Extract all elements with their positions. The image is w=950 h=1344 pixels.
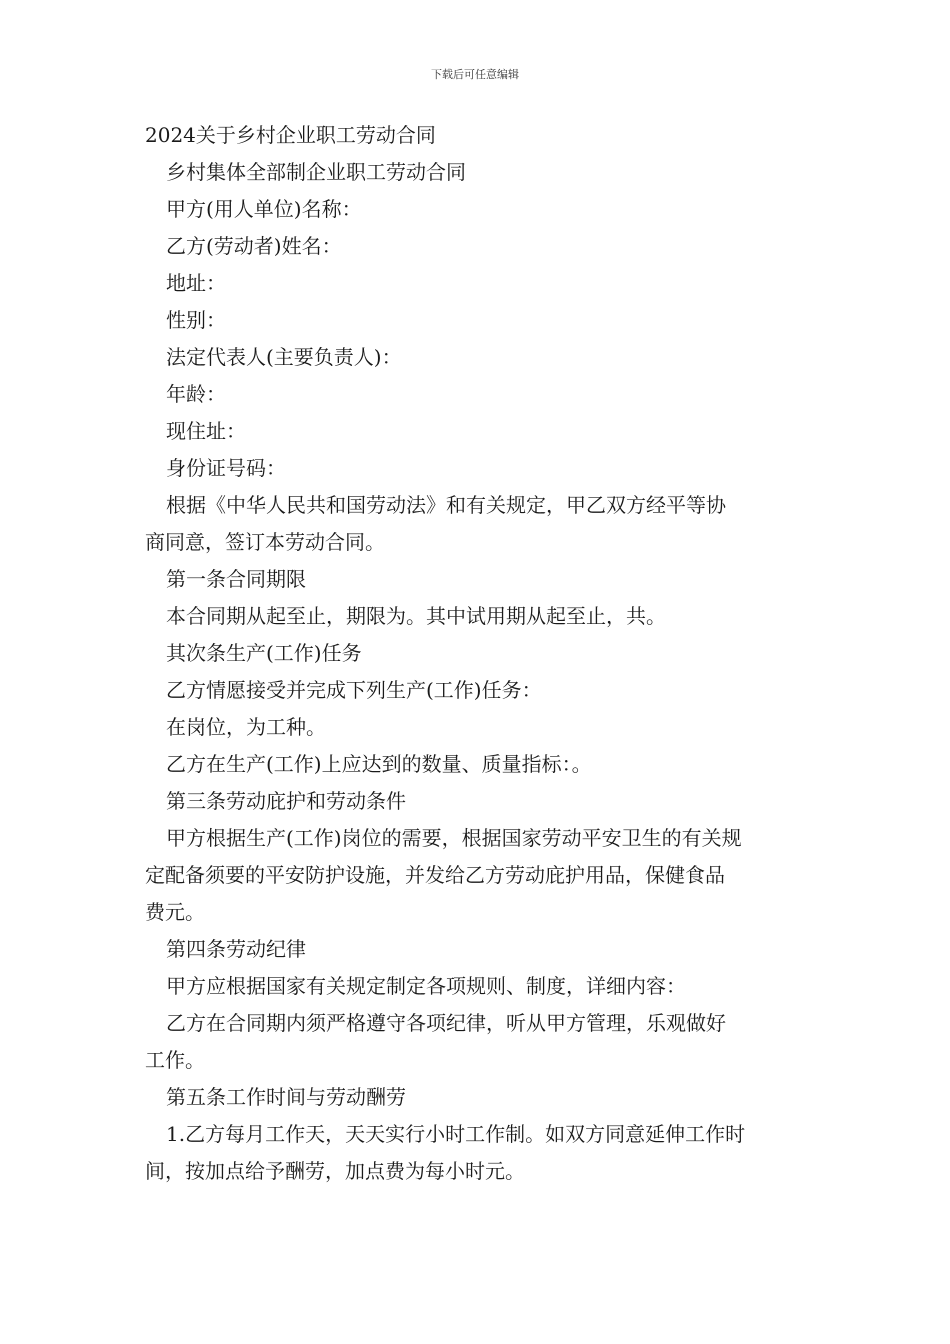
article-3-paragraph-line-2: 定配备须要的平安防护设施，并发给乙方劳动庇护用品，保健食品: [145, 863, 725, 887]
gender-line: 性别：: [166, 308, 226, 332]
article-3-title: 第三条劳动庇护和劳动条件: [166, 789, 406, 813]
address-line: 地址：: [166, 271, 226, 295]
document-title: 2024关于乡村企业职工劳动合同: [145, 123, 436, 147]
article-5-paragraph-line-1: 1.乙方每月工作天，天天实行小时工作制。如双方同意延伸工作时: [166, 1122, 746, 1146]
party-b-name-line: 乙方(劳动者)姓名：: [166, 234, 342, 258]
article-4-paragraph-line-2: 工作。: [145, 1048, 205, 1072]
article-5-title: 第五条工作时间与劳动酬劳: [166, 1085, 406, 1109]
article-5-paragraph-line-2: 间，按加点给予酬劳，加点费为每小时元。: [145, 1159, 525, 1183]
intro-paragraph-line-1: 根据《中华人民共和国劳动法》和有关规定，甲乙双方经平等协: [166, 493, 726, 517]
article-2-text-2: 在岗位，为工种。: [166, 715, 326, 739]
subtitle-line: 乡村集体全部制企业职工劳动合同: [166, 160, 466, 184]
legal-rep-line: 法定代表人(主要负责人)：: [166, 345, 402, 369]
article-2-title: 其次条生产(工作)任务: [166, 641, 362, 665]
article-2-text-3: 乙方在生产(工作)上应达到的数量、质量指标：。: [166, 752, 592, 776]
article-4-text-1: 甲方应根据国家有关规定制定各项规则、制度，详细内容：: [166, 974, 686, 998]
article-2-text-1: 乙方情愿接受并完成下列生产(工作)任务：: [166, 678, 542, 702]
article-1-title: 第一条合同期限: [166, 567, 306, 591]
article-4-paragraph-line-1: 乙方在合同期内须严格遵守各项纪律，听从甲方管理，乐观做好: [166, 1011, 726, 1035]
page-header-note: 下载后可任意编辑: [431, 68, 519, 81]
article-3-paragraph-line-3: 费元。: [145, 900, 205, 924]
residence-line: 现住址：: [166, 419, 246, 443]
document-body: [145, 117, 810, 1190]
id-number-line: 身份证号码：: [166, 456, 286, 480]
age-line: 年龄：: [166, 382, 226, 406]
intro-paragraph-line-2: 商同意，签订本劳动合同。: [145, 530, 385, 554]
party-a-name-line: 甲方(用人单位)名称：: [166, 197, 362, 221]
article-3-paragraph-line-1: 甲方根据生产(工作)岗位的需要，根据国家劳动平安卫生的有关规: [166, 826, 742, 850]
article-4-title: 第四条劳动纪律: [166, 937, 306, 961]
article-1-text: 本合同期从起至止，期限为。其中试用期从起至止，共。: [166, 604, 666, 628]
